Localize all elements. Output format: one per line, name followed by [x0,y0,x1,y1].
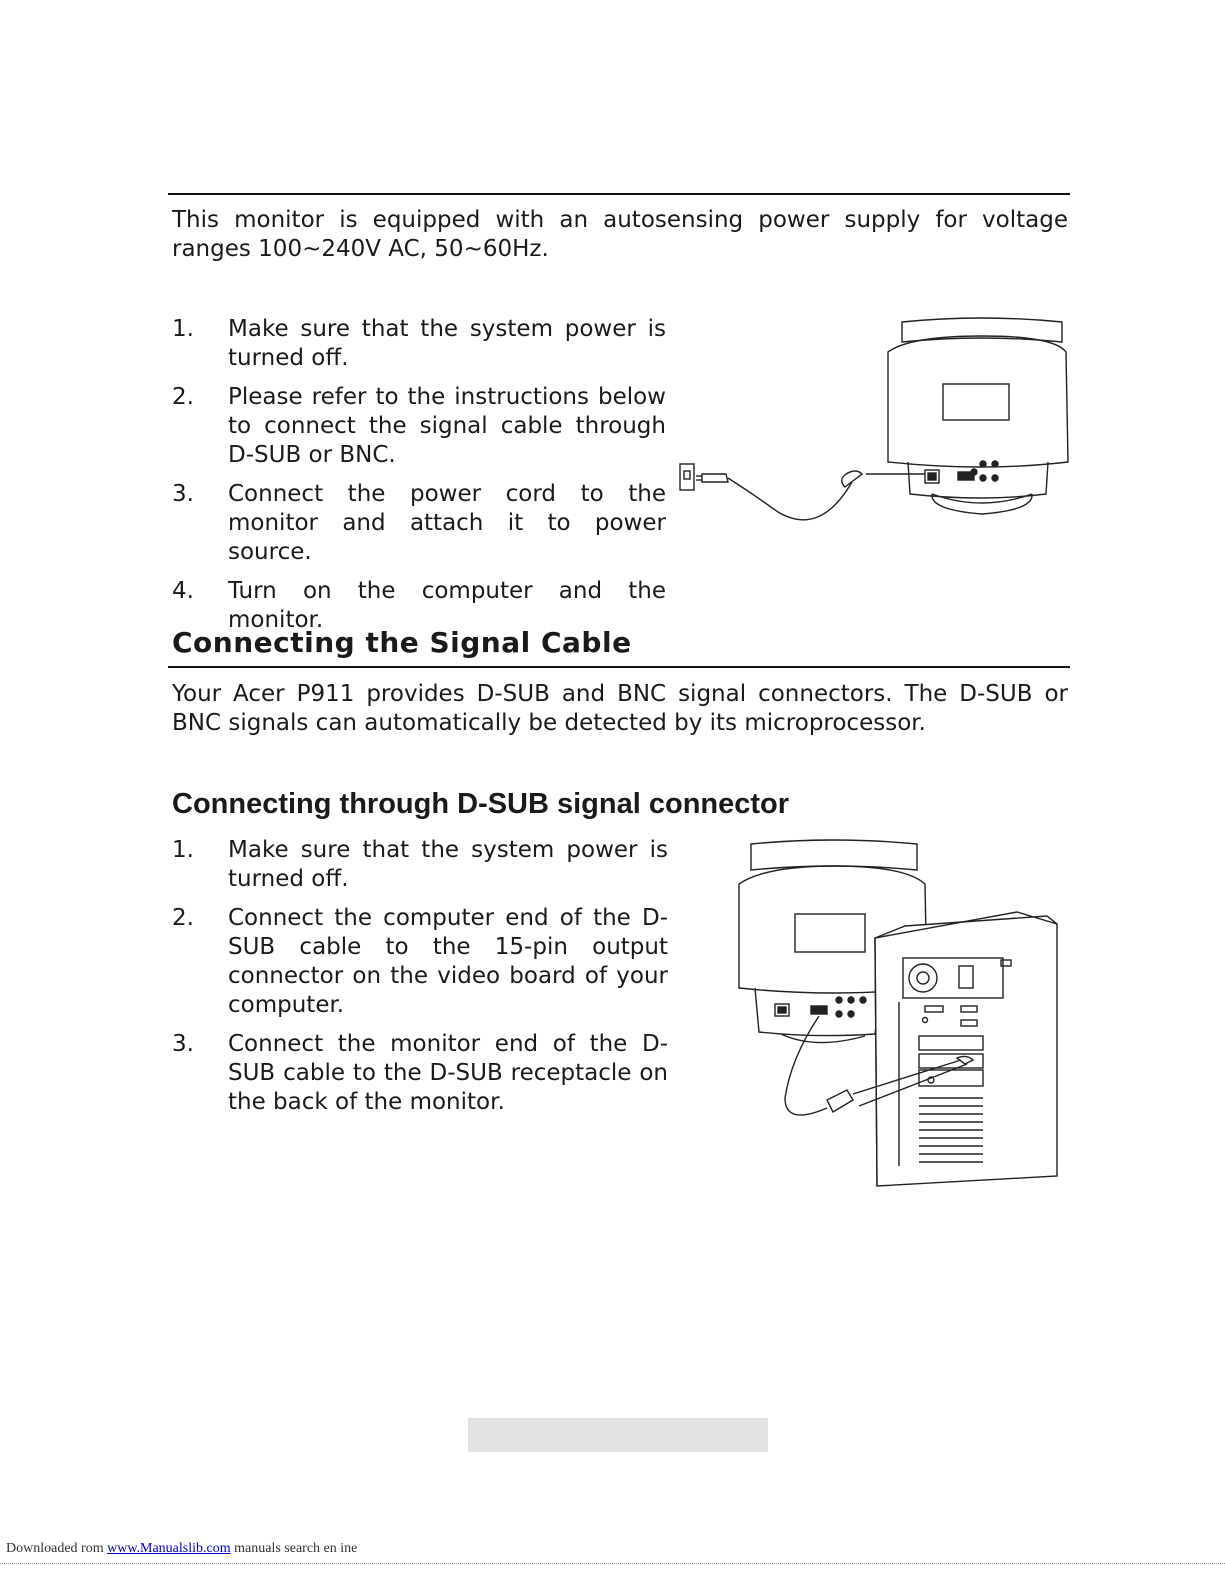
signal-paragraph: Your Acer P911 provides D-SUB and BNC signal connectors. The D-SUB or BNC signals can automatically be detected by its microprocessor. [172,681,1068,736]
step-text: Connect the computer end of the D-SUB cable to the 15-pin output connector on the video board of your computer. [228,905,668,1018]
download-footer [6,1541,357,1557]
page-number-bar [468,1418,768,1452]
footer-suffix: manuals search en ine [230,1541,358,1556]
list-item [172,836,668,894]
signal-cable-heading: Connecting the Signal Cable [172,626,632,659]
intro-paragraph: This monitor is equipped with an autosensing power supply for voltage ranges 100~240V AC, 50~60Hz. [172,207,1068,262]
dsub-steps-list [172,836,668,1127]
step-text: Please refer to the instructions below to connect the signal cable through D-SUB or BNC. [228,384,666,468]
monitor-power-illustration [670,312,1070,527]
footer-prefix: Downloaded rom [6,1541,108,1556]
step-number: 3. [172,481,194,507]
step-number: 2. [172,905,194,931]
list-item [172,315,666,373]
list-item [172,480,666,567]
step-text: Connect the power cord to the monitor and attach it to power source. [228,481,666,565]
top-rule [168,193,1070,195]
dsub-heading: Connecting through D-SUB signal connector [172,788,790,820]
dsub-connection-illustration [735,838,1065,1190]
step-number: 3. [172,1031,194,1057]
signal-heading-rule [168,666,1070,668]
step-text: Make sure that the system power is turned off. [228,316,666,371]
step-text: Connect the monitor end of the D-SUB cable to the D-SUB receptacle on the back of the monitor. [228,1031,668,1115]
footer-dotted-rule [0,1563,1225,1564]
step-text: Turn on the computer and the monitor. [228,578,666,633]
list-item [172,383,666,470]
step-number: 4. [172,578,194,604]
step-text: Make sure that the system power is turned off. [228,837,668,892]
list-item [172,904,668,1020]
manualslib-link[interactable]: www.Manualslib.com [107,1541,231,1556]
list-item [172,1030,668,1117]
step-number: 2. [172,384,194,410]
step-number: 1. [172,316,194,342]
step-number: 1. [172,837,194,863]
power-steps-list [172,315,666,645]
